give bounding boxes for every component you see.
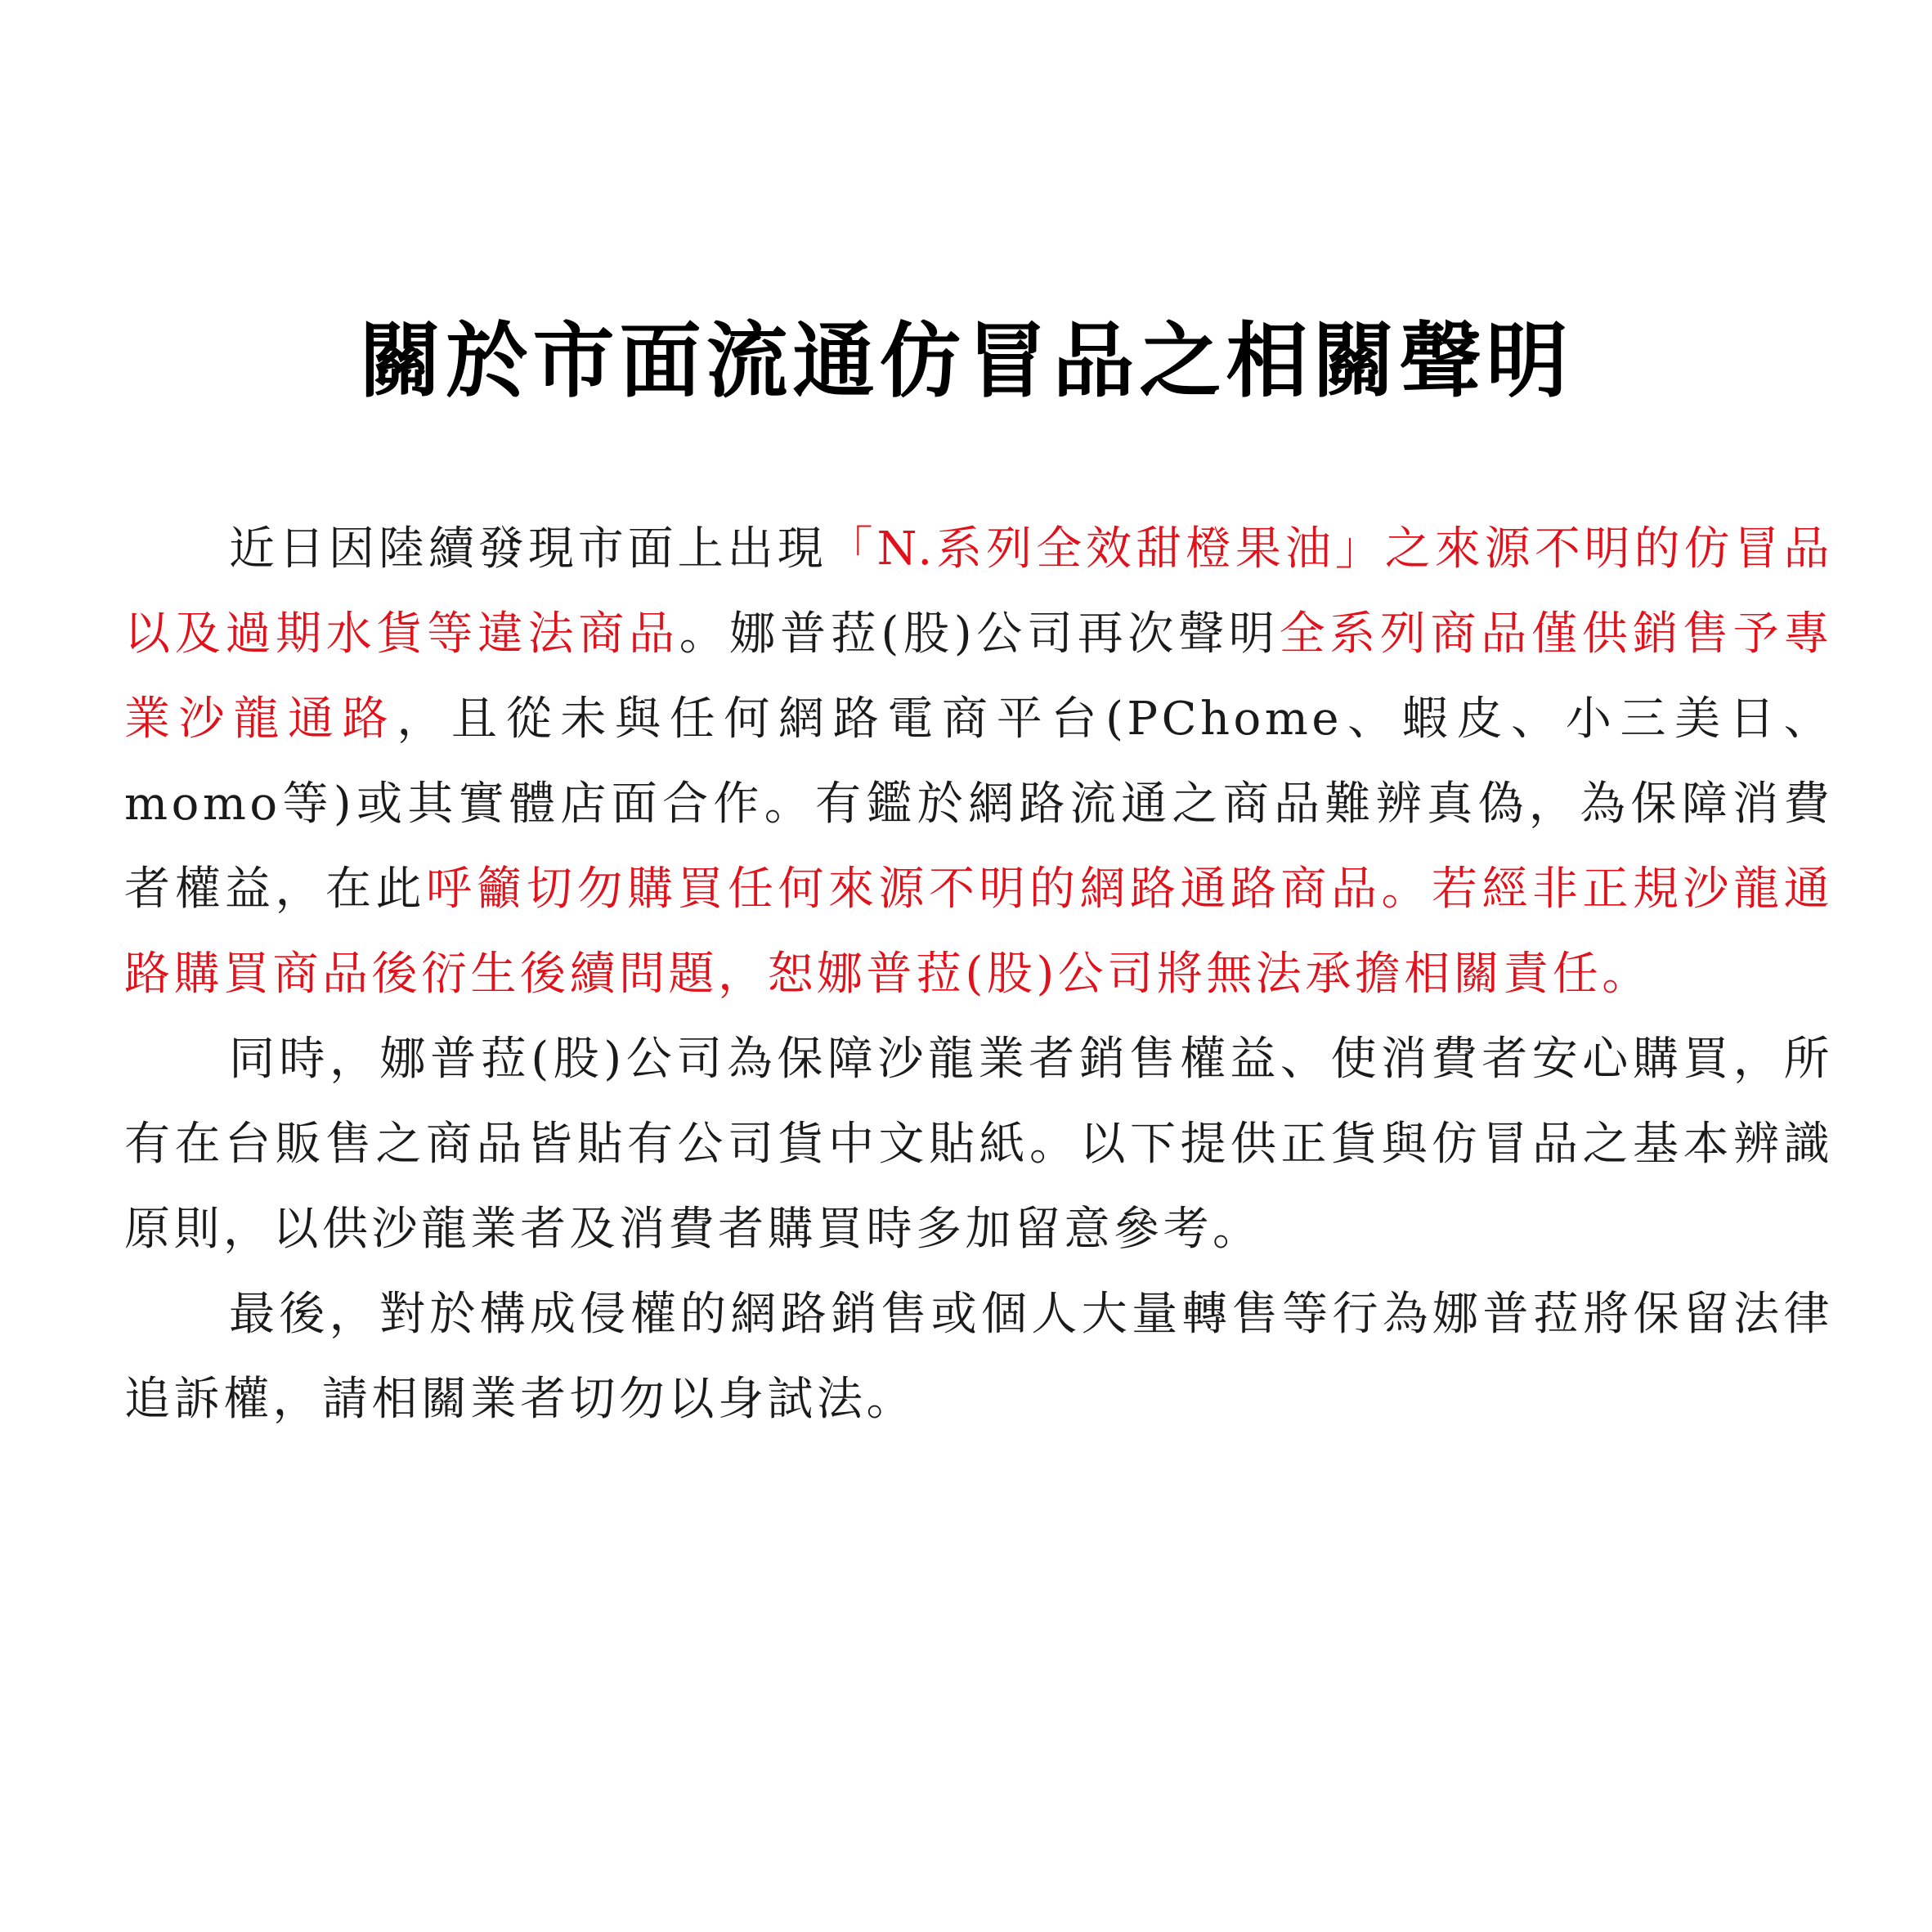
text-segment: 。娜普菈(股)公司再次聲明 <box>679 607 1280 661</box>
statement-body <box>124 507 1833 1442</box>
page-title: 關於市面流通仿冒品之相關聲明 <box>359 313 1573 409</box>
paragraph-counterfeit-notice <box>124 507 1833 1017</box>
text-segment: ，且從未與任何網路電商平台(PChome、蝦皮、小三美日、momo等)或其實體店面合作。有鑑於網路流通之商品難辨真偽，為保障消費者權益，在此 <box>124 693 1834 916</box>
highlight-product-warning: 「N.系列全效甜橙果油」之來源不明的仿冒品以及過期水貨等違法商品 <box>124 522 1834 661</box>
paragraph-authentic-sticker: 同時，娜普菈(股)公司為保障沙龍業者銷售權益、使消費者安心購買，所有在台販售之商品皆貼有公司貨中文貼紙。以下提供正貨與仿冒品之基本辨識原則，以供沙龍業者及消費者購買時多加留意參考。 <box>124 1033 1833 1256</box>
highlight-salon-only: 全系列商品僅供銷售予專業沙龍通路 <box>124 607 1833 746</box>
highlight-purchase-warning: 呼籲切勿購買任何來源不明的網路通路商品。若經非正規沙龍通路購買商品後衍生後續問題，恕娜普菈(股)公司將無法承擔相關責任。 <box>124 863 1833 1001</box>
paragraph-legal-rights: 最後，對於構成侵權的網路銷售或個人大量轉售等行為娜普菈將保留法律追訴權，請相關業者切勿以身試法。 <box>124 1288 1833 1426</box>
text-segment: 近日因陸續發現市面上出現 <box>229 522 827 576</box>
